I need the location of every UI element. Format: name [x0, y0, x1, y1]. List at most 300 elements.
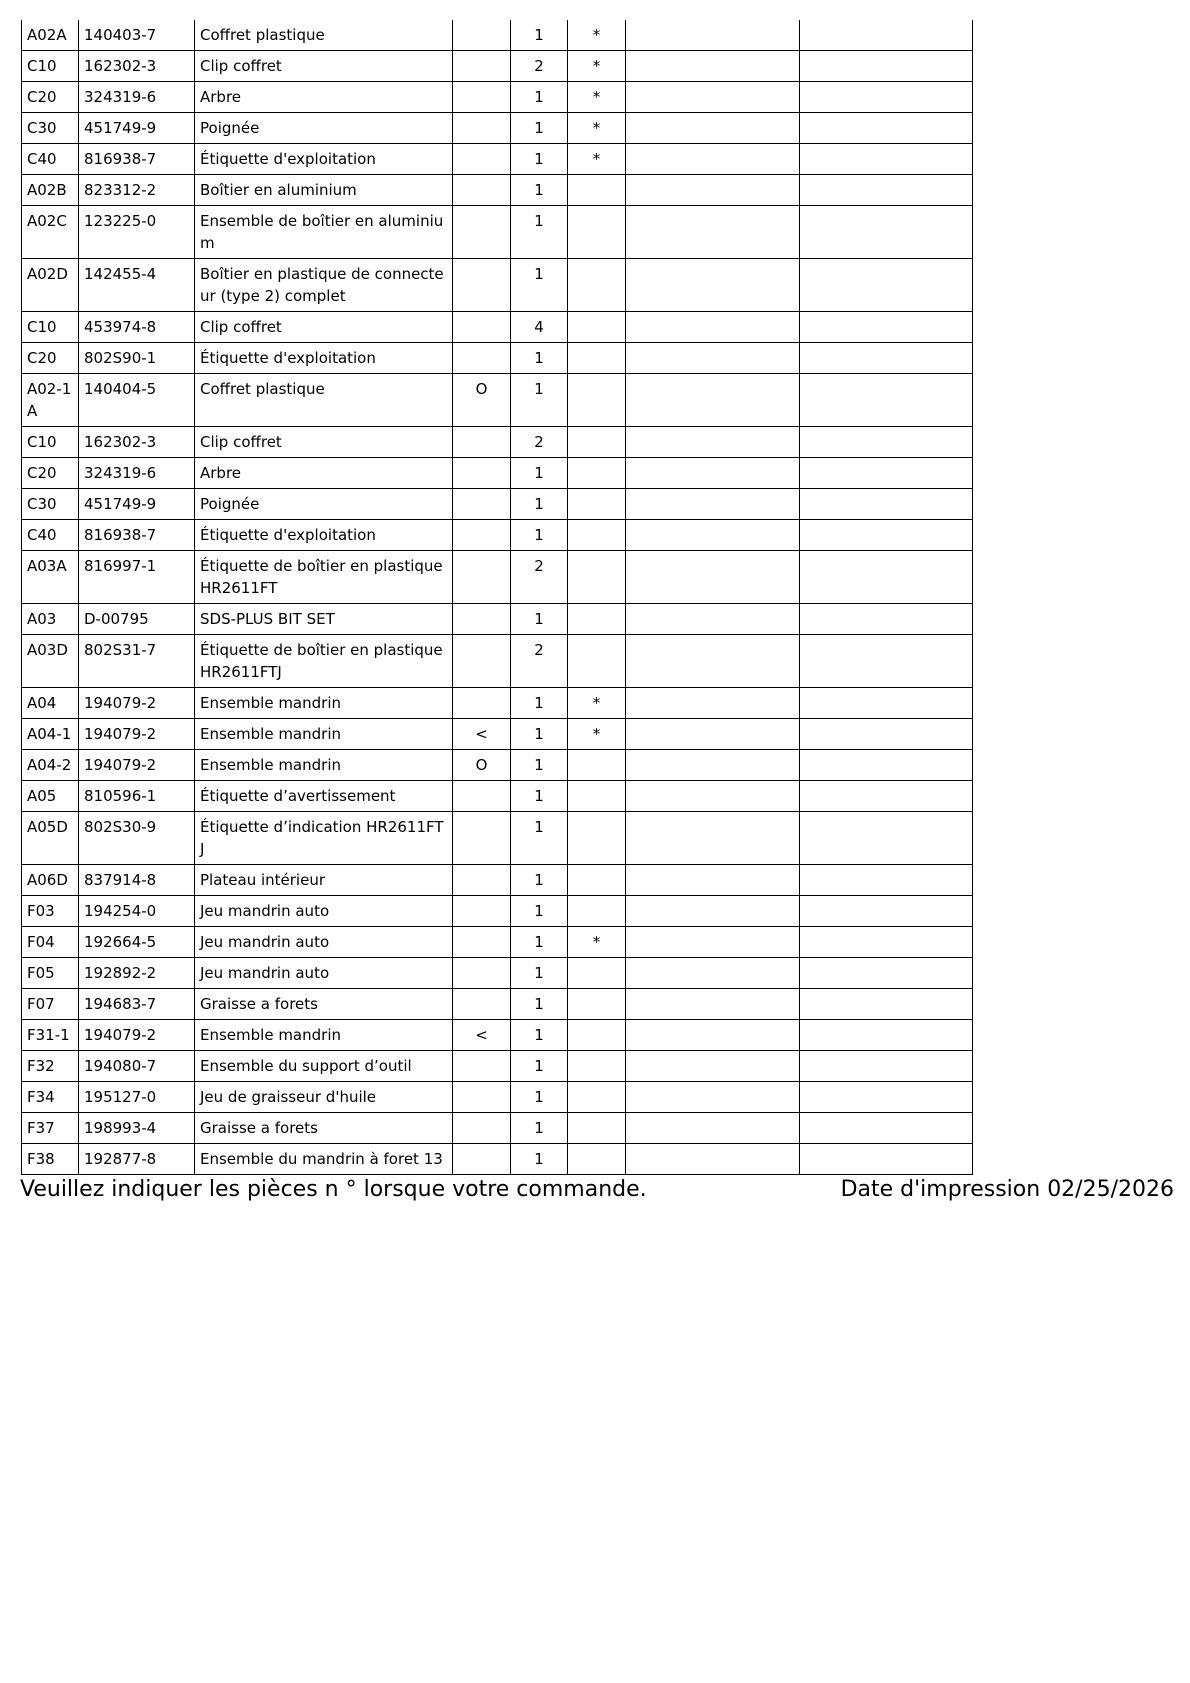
- description-cell: Clip coffret: [195, 427, 453, 458]
- quantity-cell: 1: [511, 489, 568, 520]
- part-number-cell: 837914-8: [79, 865, 195, 896]
- table-row: [22, 1113, 973, 1144]
- mark-cell: [568, 781, 626, 812]
- mark-cell: [568, 458, 626, 489]
- quantity-cell: 1: [511, 1082, 568, 1113]
- mark-cell: [568, 427, 626, 458]
- description-cell: Ensemble mandrin: [195, 688, 453, 719]
- mark-cell: [568, 1082, 626, 1113]
- description-cell: Étiquette d’avertissement: [195, 781, 453, 812]
- ref-cell: F07: [22, 989, 79, 1020]
- note-cell: [453, 20, 511, 51]
- note-cell: [453, 144, 511, 175]
- blank-cell-2: [800, 1113, 973, 1144]
- note-cell: [453, 958, 511, 989]
- table-row: [22, 1020, 973, 1051]
- table-row: [22, 520, 973, 551]
- description-cell: Étiquette d'exploitation: [195, 343, 453, 374]
- description-cell: Jeu de graisseur d'huile: [195, 1082, 453, 1113]
- ref-cell: F03: [22, 896, 79, 927]
- note-cell: [453, 927, 511, 958]
- description-cell: Poignée: [195, 113, 453, 144]
- table-row: [22, 1051, 973, 1082]
- blank-cell-1: [626, 812, 800, 865]
- blank-cell-2: [800, 896, 973, 927]
- part-number-cell: 194683-7: [79, 989, 195, 1020]
- description-cell: Étiquette d'exploitation: [195, 144, 453, 175]
- table-row: [22, 51, 973, 82]
- quantity-cell: 1: [511, 604, 568, 635]
- ref-cell: A02A: [22, 20, 79, 51]
- part-number-cell: 140403-7: [79, 20, 195, 51]
- quantity-cell: 1: [511, 1051, 568, 1082]
- table-row: [22, 458, 973, 489]
- blank-cell-2: [800, 551, 973, 604]
- mark-cell: [568, 206, 626, 259]
- note-cell: O: [453, 750, 511, 781]
- note-cell: [453, 82, 511, 113]
- print-date: Date d'impression 02/25/2026: [840, 1177, 1174, 1202]
- part-number-cell: 324319-6: [79, 82, 195, 113]
- table-row: [22, 175, 973, 206]
- quantity-cell: 2: [511, 635, 568, 688]
- note-cell: [453, 520, 511, 551]
- table-row: [22, 989, 973, 1020]
- part-number-cell: 451749-9: [79, 489, 195, 520]
- description-cell: Ensemble de boîtier en aluminium: [195, 206, 453, 259]
- mark-cell: [568, 896, 626, 927]
- table-row: [22, 812, 973, 865]
- table-row: [22, 427, 973, 458]
- part-number-cell: 140404-5: [79, 374, 195, 427]
- blank-cell-1: [626, 113, 800, 144]
- blank-cell-2: [800, 175, 973, 206]
- blank-cell-1: [626, 458, 800, 489]
- ref-cell: F04: [22, 927, 79, 958]
- table-row: [22, 259, 973, 312]
- quantity-cell: 1: [511, 113, 568, 144]
- part-number-cell: 816997-1: [79, 551, 195, 604]
- part-number-cell: 816938-7: [79, 520, 195, 551]
- mark-cell: [568, 343, 626, 374]
- blank-cell-2: [800, 374, 973, 427]
- quantity-cell: 1: [511, 175, 568, 206]
- blank-cell-2: [800, 427, 973, 458]
- description-cell: Étiquette de boîtier en plastique HR2611FT: [195, 551, 453, 604]
- blank-cell-2: [800, 343, 973, 374]
- quantity-cell: 1: [511, 688, 568, 719]
- quantity-cell: 1: [511, 144, 568, 175]
- description-cell: SDS-PLUS BIT SET: [195, 604, 453, 635]
- quantity-cell: 1: [511, 958, 568, 989]
- part-number-cell: 823312-2: [79, 175, 195, 206]
- part-number-cell: 194254-0: [79, 896, 195, 927]
- note-cell: <: [453, 1020, 511, 1051]
- blank-cell-2: [800, 989, 973, 1020]
- mark-cell: [568, 635, 626, 688]
- quantity-cell: 4: [511, 312, 568, 343]
- ref-cell: F34: [22, 1082, 79, 1113]
- quantity-cell: 1: [511, 20, 568, 51]
- table-row: [22, 927, 973, 958]
- description-cell: Ensemble mandrin: [195, 719, 453, 750]
- ref-cell: A03: [22, 604, 79, 635]
- part-number-cell: 192877-8: [79, 1144, 195, 1175]
- part-number-cell: 810596-1: [79, 781, 195, 812]
- mark-cell: [568, 1020, 626, 1051]
- blank-cell-1: [626, 896, 800, 927]
- blank-cell-1: [626, 489, 800, 520]
- blank-cell-1: [626, 1082, 800, 1113]
- blank-cell-2: [800, 113, 973, 144]
- note-cell: [453, 51, 511, 82]
- description-cell: Ensemble du mandrin à foret 13: [195, 1144, 453, 1175]
- ref-cell: A04-2: [22, 750, 79, 781]
- blank-cell-2: [800, 1082, 973, 1113]
- blank-cell-2: [800, 958, 973, 989]
- quantity-cell: 1: [511, 989, 568, 1020]
- table-row: [22, 896, 973, 927]
- part-number-cell: 194079-2: [79, 688, 195, 719]
- note-cell: O: [453, 374, 511, 427]
- part-number-cell: 195127-0: [79, 1082, 195, 1113]
- ref-cell: C20: [22, 82, 79, 113]
- blank-cell-2: [800, 604, 973, 635]
- ref-cell: F37: [22, 1113, 79, 1144]
- note-cell: [453, 989, 511, 1020]
- ref-cell: C10: [22, 427, 79, 458]
- blank-cell-2: [800, 1051, 973, 1082]
- blank-cell-2: [800, 750, 973, 781]
- description-cell: Graisse a forets: [195, 1113, 453, 1144]
- blank-cell-2: [800, 312, 973, 343]
- mark-cell: *: [568, 927, 626, 958]
- blank-cell-1: [626, 51, 800, 82]
- part-number-cell: 453974-8: [79, 312, 195, 343]
- blank-cell-1: [626, 865, 800, 896]
- note-cell: [453, 688, 511, 719]
- ref-cell: C20: [22, 458, 79, 489]
- ref-cell: F38: [22, 1144, 79, 1175]
- description-cell: Jeu mandrin auto: [195, 927, 453, 958]
- table-row: [22, 312, 973, 343]
- blank-cell-2: [800, 520, 973, 551]
- mark-cell: *: [568, 144, 626, 175]
- ref-cell: C30: [22, 489, 79, 520]
- ref-cell: F31-1: [22, 1020, 79, 1051]
- blank-cell-1: [626, 989, 800, 1020]
- table-row: [22, 206, 973, 259]
- ref-cell: A02D: [22, 259, 79, 312]
- blank-cell-2: [800, 144, 973, 175]
- blank-cell-1: [626, 374, 800, 427]
- part-number-cell: 194079-2: [79, 719, 195, 750]
- mark-cell: [568, 989, 626, 1020]
- blank-cell-1: [626, 144, 800, 175]
- quantity-cell: 2: [511, 551, 568, 604]
- description-cell: Coffret plastique: [195, 20, 453, 51]
- table-row: [22, 1144, 973, 1175]
- mark-cell: *: [568, 719, 626, 750]
- ref-cell: A03A: [22, 551, 79, 604]
- mark-cell: *: [568, 688, 626, 719]
- part-number-cell: 802S31-7: [79, 635, 195, 688]
- table-row: [22, 750, 973, 781]
- part-number-cell: 142455-4: [79, 259, 195, 312]
- blank-cell-2: [800, 781, 973, 812]
- table-row: [22, 82, 973, 113]
- note-cell: [453, 1051, 511, 1082]
- ref-cell: A03D: [22, 635, 79, 688]
- ref-cell: A06D: [22, 865, 79, 896]
- blank-cell-1: [626, 1020, 800, 1051]
- note-cell: [453, 812, 511, 865]
- mark-cell: [568, 312, 626, 343]
- mark-cell: [568, 489, 626, 520]
- part-number-cell: 192892-2: [79, 958, 195, 989]
- quantity-cell: 1: [511, 750, 568, 781]
- quantity-cell: 1: [511, 1020, 568, 1051]
- blank-cell-2: [800, 688, 973, 719]
- table-row: [22, 374, 973, 427]
- quantity-cell: 1: [511, 82, 568, 113]
- note-cell: [453, 635, 511, 688]
- note-cell: [453, 343, 511, 374]
- description-cell: Coffret plastique: [195, 374, 453, 427]
- description-cell: Étiquette de boîtier en plastique HR2611FTJ: [195, 635, 453, 688]
- quantity-cell: 1: [511, 812, 568, 865]
- blank-cell-1: [626, 604, 800, 635]
- mark-cell: [568, 958, 626, 989]
- quantity-cell: 1: [511, 520, 568, 551]
- note-cell: [453, 206, 511, 259]
- mark-cell: [568, 604, 626, 635]
- ref-cell: C40: [22, 144, 79, 175]
- table-row: [22, 635, 973, 688]
- part-number-cell: 162302-3: [79, 427, 195, 458]
- quantity-cell: 1: [511, 865, 568, 896]
- blank-cell-1: [626, 927, 800, 958]
- ref-cell: C10: [22, 312, 79, 343]
- ref-cell: A02B: [22, 175, 79, 206]
- mark-cell: *: [568, 20, 626, 51]
- mark-cell: *: [568, 51, 626, 82]
- blank-cell-1: [626, 1113, 800, 1144]
- note-cell: [453, 427, 511, 458]
- quantity-cell: 2: [511, 51, 568, 82]
- blank-cell-2: [800, 719, 973, 750]
- mark-cell: [568, 1113, 626, 1144]
- mark-cell: [568, 865, 626, 896]
- ref-cell: A05D: [22, 812, 79, 865]
- table-row: [22, 1082, 973, 1113]
- part-number-cell: 194079-2: [79, 750, 195, 781]
- description-cell: Arbre: [195, 82, 453, 113]
- table-row: [22, 781, 973, 812]
- description-cell: Graisse a forets: [195, 989, 453, 1020]
- order-instruction: Veuillez indiquer les pièces n ° lorsque votre commande.: [20, 1177, 647, 1202]
- table-row: [22, 489, 973, 520]
- quantity-cell: 1: [511, 781, 568, 812]
- ref-cell: C20: [22, 343, 79, 374]
- blank-cell-2: [800, 51, 973, 82]
- parts-table: [21, 20, 973, 1175]
- description-cell: Plateau intérieur: [195, 865, 453, 896]
- ref-cell: A04-1: [22, 719, 79, 750]
- mark-cell: [568, 812, 626, 865]
- table-row: [22, 958, 973, 989]
- note-cell: <: [453, 719, 511, 750]
- mark-cell: [568, 374, 626, 427]
- part-number-cell: 816938-7: [79, 144, 195, 175]
- blank-cell-1: [626, 259, 800, 312]
- table-row: [22, 865, 973, 896]
- blank-cell-1: [626, 427, 800, 458]
- quantity-cell: 1: [511, 1113, 568, 1144]
- blank-cell-2: [800, 812, 973, 865]
- blank-cell-1: [626, 175, 800, 206]
- ref-cell: C40: [22, 520, 79, 551]
- blank-cell-1: [626, 635, 800, 688]
- table-row: [22, 20, 973, 51]
- quantity-cell: 2: [511, 427, 568, 458]
- quantity-cell: 1: [511, 343, 568, 374]
- quantity-cell: 1: [511, 896, 568, 927]
- quantity-cell: 1: [511, 927, 568, 958]
- note-cell: [453, 489, 511, 520]
- blank-cell-1: [626, 781, 800, 812]
- part-number-cell: D-00795: [79, 604, 195, 635]
- quantity-cell: 1: [511, 206, 568, 259]
- table-row: [22, 719, 973, 750]
- blank-cell-2: [800, 82, 973, 113]
- ref-cell: A04: [22, 688, 79, 719]
- blank-cell-1: [626, 1144, 800, 1175]
- blank-cell-1: [626, 206, 800, 259]
- mark-cell: *: [568, 113, 626, 144]
- ref-cell: F32: [22, 1051, 79, 1082]
- note-cell: [453, 1082, 511, 1113]
- ref-cell: F05: [22, 958, 79, 989]
- note-cell: [453, 1113, 511, 1144]
- description-cell: Jeu mandrin auto: [195, 896, 453, 927]
- description-cell: Arbre: [195, 458, 453, 489]
- description-cell: Boîtier en aluminium: [195, 175, 453, 206]
- ref-cell: A05: [22, 781, 79, 812]
- table-row: [22, 688, 973, 719]
- blank-cell-2: [800, 635, 973, 688]
- part-number-cell: 194079-2: [79, 1020, 195, 1051]
- note-cell: [453, 865, 511, 896]
- ref-cell: A02C: [22, 206, 79, 259]
- mark-cell: [568, 259, 626, 312]
- note-cell: [453, 604, 511, 635]
- description-cell: Clip coffret: [195, 51, 453, 82]
- blank-cell-1: [626, 20, 800, 51]
- part-number-cell: 802S30-9: [79, 812, 195, 865]
- blank-cell-1: [626, 750, 800, 781]
- mark-cell: [568, 520, 626, 551]
- table-row: [22, 113, 973, 144]
- blank-cell-1: [626, 719, 800, 750]
- mark-cell: [568, 175, 626, 206]
- blank-cell-2: [800, 865, 973, 896]
- parts-table-body: [22, 20, 973, 1175]
- quantity-cell: 1: [511, 259, 568, 312]
- table-row: [22, 551, 973, 604]
- description-cell: Ensemble du support d’outil: [195, 1051, 453, 1082]
- note-cell: [453, 175, 511, 206]
- part-number-cell: 802S90-1: [79, 343, 195, 374]
- blank-cell-2: [800, 1144, 973, 1175]
- quantity-cell: 1: [511, 374, 568, 427]
- blank-cell-1: [626, 1051, 800, 1082]
- description-cell: Ensemble mandrin: [195, 1020, 453, 1051]
- mark-cell: [568, 551, 626, 604]
- part-number-cell: 162302-3: [79, 51, 195, 82]
- note-cell: [453, 896, 511, 927]
- blank-cell-2: [800, 458, 973, 489]
- part-number-cell: 198993-4: [79, 1113, 195, 1144]
- blank-cell-2: [800, 927, 973, 958]
- blank-cell-2: [800, 1020, 973, 1051]
- note-cell: [453, 458, 511, 489]
- note-cell: [453, 1144, 511, 1175]
- note-cell: [453, 312, 511, 343]
- blank-cell-2: [800, 20, 973, 51]
- note-cell: [453, 551, 511, 604]
- mark-cell: *: [568, 82, 626, 113]
- blank-cell-1: [626, 958, 800, 989]
- description-cell: Jeu mandrin auto: [195, 958, 453, 989]
- part-number-cell: 451749-9: [79, 113, 195, 144]
- description-cell: Étiquette d’indication HR2611FTJ: [195, 812, 453, 865]
- blank-cell-1: [626, 520, 800, 551]
- table-row: [22, 343, 973, 374]
- blank-cell-1: [626, 312, 800, 343]
- description-cell: Clip coffret: [195, 312, 453, 343]
- part-number-cell: 123225-0: [79, 206, 195, 259]
- description-cell: Ensemble mandrin: [195, 750, 453, 781]
- quantity-cell: 1: [511, 1144, 568, 1175]
- mark-cell: [568, 1144, 626, 1175]
- description-cell: Boîtier en plastique de connecteur (type 2) complet: [195, 259, 453, 312]
- part-number-cell: 194080-7: [79, 1051, 195, 1082]
- blank-cell-2: [800, 489, 973, 520]
- blank-cell-1: [626, 551, 800, 604]
- blank-cell-2: [800, 259, 973, 312]
- ref-cell: C10: [22, 51, 79, 82]
- description-cell: Étiquette d'exploitation: [195, 520, 453, 551]
- blank-cell-1: [626, 343, 800, 374]
- quantity-cell: 1: [511, 458, 568, 489]
- table-row: [22, 604, 973, 635]
- part-number-cell: 192664-5: [79, 927, 195, 958]
- note-cell: [453, 113, 511, 144]
- ref-cell: C30: [22, 113, 79, 144]
- blank-cell-1: [626, 688, 800, 719]
- note-cell: [453, 259, 511, 312]
- description-cell: Poignée: [195, 489, 453, 520]
- blank-cell-2: [800, 206, 973, 259]
- part-number-cell: 324319-6: [79, 458, 195, 489]
- mark-cell: [568, 750, 626, 781]
- ref-cell: A02-1A: [22, 374, 79, 427]
- mark-cell: [568, 1051, 626, 1082]
- note-cell: [453, 781, 511, 812]
- table-row: [22, 144, 973, 175]
- quantity-cell: 1: [511, 719, 568, 750]
